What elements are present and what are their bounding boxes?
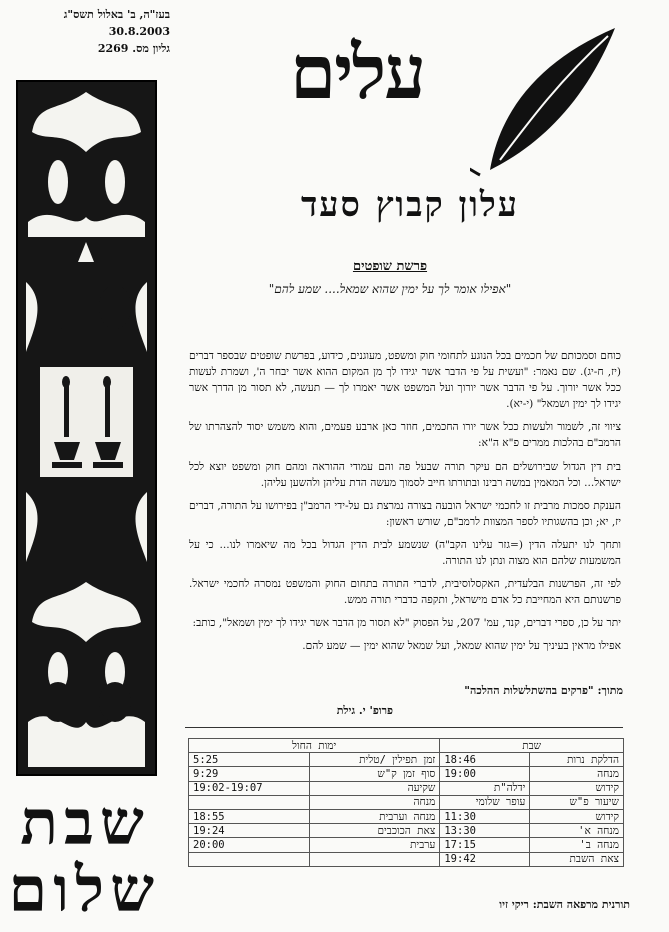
table-cell: 19:24: [189, 824, 310, 838]
table-cell: הדלקת נרות: [530, 753, 624, 767]
logo-wordmark: עלים: [290, 30, 425, 116]
table-row: [189, 781, 624, 795]
table-cell: 20:00: [189, 838, 310, 852]
table-cell: מנחה: [309, 795, 440, 809]
table-cell: 18:46: [440, 753, 530, 767]
table-cell: מנחה: [530, 767, 624, 781]
table-row: [189, 852, 624, 866]
table-cell: מנחה וערבית: [309, 809, 440, 823]
table-cell: ידלה"ת: [440, 781, 530, 795]
table-cell: 19:42: [440, 852, 530, 866]
table-cell: 11:30: [440, 809, 530, 823]
table-row: [189, 809, 624, 823]
article-paragraph: יתר על כן, ספרי דברים, קנד, עמ' 207, על הפסוק "לא תסור מן הדבר אשר יגידו לך ימין ושמאל", כותב:: [192, 617, 621, 630]
gregorian-date: 30.8.2003: [108, 25, 170, 39]
table-cell: 9:29: [189, 767, 310, 781]
hebrew-date: בעז"ה, ב' באלול תשס"ג: [63, 8, 170, 21]
table-cell: 17:15: [440, 838, 530, 852]
table-cell: [189, 795, 310, 809]
table-cell: צאת השבת: [530, 852, 624, 866]
article-paragraph: ציווי זה, לשמור ולעשות ככל אשר יורו החכמים, חוזר כאן ארבע פעמים, והוא משמש יסוד להצהרתו של הרמב"ם בהלכות ממרים פ"א ה"א:: [189, 421, 621, 450]
table-cell: 19:02-19:07: [189, 781, 310, 795]
headline-quote: "אפילו אומר לך על ימין שהוא שמאל.... שמע להם": [268, 282, 512, 296]
table-cell: 13:30: [440, 824, 530, 838]
table-cell: שיעור פ"ש: [530, 795, 624, 809]
shabbat-word: שבת: [20, 786, 150, 859]
table-cell: [309, 852, 440, 866]
table-row: [189, 824, 624, 838]
table-cell: מנחה ב': [530, 838, 624, 852]
table-cell: סוף זמן ק"ש: [309, 767, 440, 781]
divider-line: [185, 727, 623, 728]
article-paragraph: כוחם וסמכותם של חכמים בכל הנוגע לתחומי חוק ומשפט, מעוגנים, כידוע, בפרשת שופטים שבספר דברים (יז, ח-יג). שם נאמר: "ועשית על פי הדבר אשר יגידו לך מן המקום ההוא אשר יבחר ה', ושמרת לעשות ככל אשר יורוך. על פי הדבר אשר יורוך ועל המשפט אשר יאמרו לך — תעשה, לא תסור מן הדרך אשר יגידו לך ימין ושמאל" (י-יא).: [189, 350, 621, 411]
article-paragraph: הענקת סמכות מרבית זו לחכמי ישראל הובעה בצורה נמרצת גם על-ידי הרמב"ן בפירושו על התורה, דברים יז, יא; וכן בהשגותיו לספר המצוות לרמב"ם, שורש ראשון:: [189, 499, 621, 528]
article-paragraph: אפילו מראין בעיניך על ימין שהוא שמאל, ועל שמאל שהוא ימין — שמע להם.: [302, 640, 621, 653]
table-cell: 5:25: [189, 753, 310, 767]
shabbat-shalom-text: [8, 786, 160, 926]
shalom-word: שלום: [8, 852, 160, 926]
shabbat-header: שבת: [440, 739, 624, 753]
table-cell: [189, 852, 310, 866]
issue-number: גליון מס. 2269: [97, 42, 170, 56]
table-cell: 19:00: [440, 767, 530, 781]
article-author: פרופ' י. גילת: [336, 704, 393, 717]
table-row: [189, 767, 624, 781]
article-paragraph: בית דין הגדול שבירושלים הם עיקר תורה שבעל פה והם עמודי ההוראה ומהם חוק ומשפט יוצא לכל ישראל... וכל המאמין במשה רבינו ובתורתו חייב לסמוך מעשה הדת עליהן ולהשען עליהן.: [189, 460, 621, 489]
article-paragraph: לפי זה, הפרשנות הבלעדית, האקסלוסיבית, לדברי התורה בתחום החוק והמשפט נמסרה לחכמי ישראל. פרשנותם היא המחייבת כל אדם מישראל, ותקפה כדברי תורה ממש.: [189, 578, 621, 607]
table-cell: זמן תפילין /טלית: [309, 753, 440, 767]
table-cell: 18:55: [189, 809, 310, 823]
prayer-times-table: [188, 738, 624, 867]
leaf-logo-icon: [470, 20, 620, 180]
article-source: מתוך: "פרקים בהשתלשלות ההלכה": [464, 684, 623, 697]
article-body: [189, 348, 621, 662]
table-row: [189, 753, 624, 767]
table-cell: קידוש: [530, 781, 624, 795]
papercut-ornament: [18, 82, 155, 774]
clinic-duty-note: תורנית מרפאה השבת: ריקי זיו: [499, 898, 630, 911]
parasha-title: פרשת שופטים: [352, 259, 428, 274]
table-cell: שקיעה: [309, 781, 440, 795]
table-row: [189, 838, 624, 852]
decorative-papercut-column: [16, 80, 157, 776]
article-paragraph: ותחך לנו יתעלה הדין (=גזר עלינו הקב"ה) שנשמע לבית הדין הגדול בכל מה שיאמרו לנו... כי על המשמעות שלהם הוא מצוה ונתן לנו התורה.: [189, 538, 621, 568]
table-cell: עופר שלומי: [440, 795, 530, 809]
table-cell: מנחה א': [530, 824, 624, 838]
weekdays-header: ימות החול: [189, 739, 440, 753]
table-cell: קידוש: [530, 809, 624, 823]
table-row: [189, 795, 624, 809]
table-cell: צאת הכוכבים: [309, 824, 440, 838]
table-header-row: [189, 739, 624, 753]
newsletter-subtitle: עלון קבוץ סעד: [300, 185, 520, 225]
table-cell: ערבית: [309, 838, 440, 852]
issue-info: [0, 6, 170, 57]
